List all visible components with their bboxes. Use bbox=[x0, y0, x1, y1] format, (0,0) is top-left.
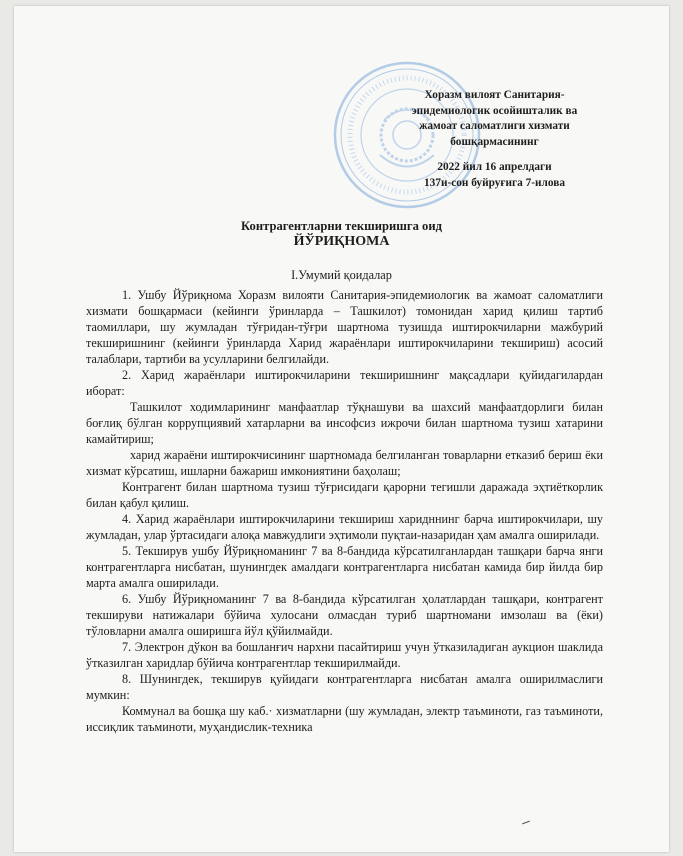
approval-header bbox=[372, 88, 617, 192]
paragraph: харид жараёни иштирокчисининг шартномада белгиланган товарларни етказиб бериш ёки хизмат кўрсатиш, ишларни бажариш имкониятини баҳолаш; bbox=[86, 448, 603, 478]
paragraph: 4. Харид жараёнлари иштирокчиларини текшириш харидннинг барча иштирокчилари, шу жумладан, улар ўртасидаги алоқа мавжудлиги эҳтимоли пуқтаи-назаридан ҳам амалга оширилади. bbox=[86, 512, 603, 542]
paragraph: 1. Ушбу Йўриқнома Хоразм вилояти Санитария-эпидемиологик ва жамоат саломатлиги хизмати бошқармаси (кейинги ўринларда – Ташкилот) томонидан харид қилиш тартиб таомиллари, шу жумладан тўғридан-тўғри шартнома тузишда иштирокчиларни мажбурий текширишнинг (кейинги ўринларда Харид жараёнлари иштирокчиларини текшириш) асосий талаблари, тартиби ва усулларини белгилайди. bbox=[86, 288, 603, 366]
paragraph: Ташкилот ходимларининг манфаатлар тўқнашуви ва шахсий манфаатдорлиги билан боғлиқ бўлган коррупциявий хатарларни ва инсофсиз ижрочи билан шартнома тузиш хатарини камайтириш; bbox=[86, 400, 603, 446]
paragraph: 5. Текширув ушбу Йўриқноманинг 7 ва 8-бандида кўрсатилганлардан ташқари барча янги контрагентларга нисбатан, шунингдек амалдаги контрагентларга нисбатан камида бир йилда бир марта амалга оширилади. bbox=[86, 544, 603, 590]
header-line: эпидемиологик осойишталик ва bbox=[411, 104, 578, 117]
header-line: Хоразм вилоят Санитария- bbox=[424, 89, 565, 101]
header-date: 2022 йил 16 апрелдаги bbox=[437, 161, 552, 174]
paragraph: Контрагент билан шартнома тузиш тўғрисидаги қарорни тегишли даражада эҳтиёткорлик билан қабул қилиш. bbox=[86, 480, 603, 510]
document-body bbox=[86, 287, 603, 735]
header-line: жамоат саломатлиги хизмати bbox=[419, 120, 570, 133]
paragraph: 2. Харид жараёнлари иштирокчиларини текширишнинг мақсадлари қуйидагилардан иборат: bbox=[86, 368, 603, 398]
section-heading: I.Умумий қоидалар bbox=[291, 268, 392, 282]
paragraph: Коммунал ва бошқа шу каб.· хизматларни (шу жумладан, электр таъминоти, газ таъминоти, иссиқлик таъминоти, муҳандислик-техника bbox=[86, 704, 603, 734]
paragraph: 7. Электрон дўкон ва бошланғич нархни пасайтириш учун ўтказиладиган аукцион шаклида ўтказилган харидлар бўйича контрагентлар текширилмайди. bbox=[86, 640, 603, 670]
document-title bbox=[14, 219, 669, 249]
paragraph: 6. Ушбу Йўриқноманинг 7 ва 8-бандида кўрсатилган ҳолатлардан ташқари, контрагент текшируви натижалари бўйича хулосани олмасдан туриб шартномани имзолаш ва (ёки) тўловларни амалга оширишга йўл қўйилмайди. bbox=[86, 592, 603, 638]
header-order-ref: 137и-сон буйруғига 7-илова bbox=[424, 176, 565, 189]
pen-mark bbox=[522, 821, 530, 825]
title-subject: Контрагентларни текширишга оид bbox=[241, 219, 442, 233]
header-line: бошқармасининг bbox=[450, 135, 539, 148]
title-main: ЙЎРИҚНОМА bbox=[293, 234, 390, 249]
document-page bbox=[14, 6, 669, 852]
paragraph: 8. Шунингдек, текширув қуйидаги контрагентларга нисбатан амалга оширилмаслиги мумкин: bbox=[86, 672, 603, 702]
